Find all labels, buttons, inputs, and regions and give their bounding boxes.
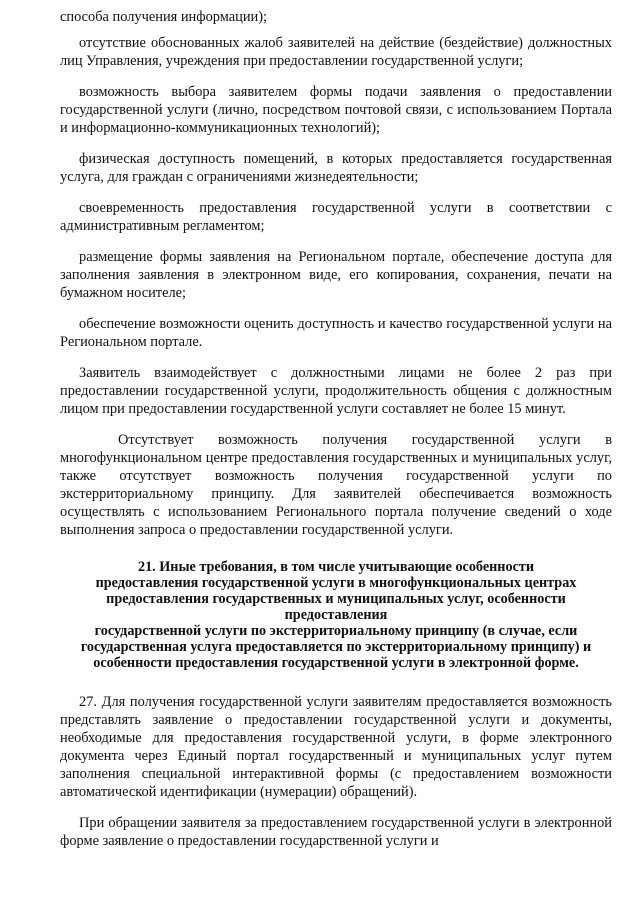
document-page bbox=[60, 8, 612, 850]
paragraph-submission-choice: возможность выбора заявителем формы подачи заявления о предоставлении государственной услуги (лично, посредством почтовой связи, с использованием Портала и информационно-коммуникационных технологий); bbox=[60, 84, 612, 136]
paragraph-no-complaints: отсутствие обоснованных жалоб заявителей на действие (бездействие) должностных лиц Управления, учреждения при предоставлении государственной услуги; bbox=[60, 35, 612, 69]
heading-line: предоставления государственных и муниципальных услуг, особенности bbox=[106, 591, 566, 607]
heading-line: предоставления государственной услуги в многофункциональных центрах bbox=[95, 575, 577, 591]
paragraph-form-on-portal: размещение формы заявления на Региональном портале, обеспечение доступа для заполнения заявления в электронном виде, его копирования, сохранения, печати на бумажном носителе; bbox=[60, 249, 612, 301]
paragraph-quality-evaluation: обеспечение возможности оценить доступность и качество государственной услуги на Региональном портале. bbox=[60, 316, 612, 350]
heading-line: предоставления bbox=[284, 607, 388, 623]
heading-line: государственной услуги по экстерриториальному принципу (в случае, если bbox=[94, 623, 578, 639]
paragraph-27: 27. Для получения государственной услуги заявителям предоставляется возможность представлять заявление о предоставлении государственной услуги и документы, необходимые для предоставления государственной услуги, в форме электронного документа через Единый портал государственный и муниципальных услуг путем заполнения специальной интерактивной формы (с предоставлением возможности автоматической идентификации (нумерации) обращений). bbox=[60, 694, 612, 800]
paragraph-physical-access: физическая доступность помещений, в которых предоставляется государственная услуга, для граждан с ограничениями жизнедеятельности; bbox=[60, 151, 612, 185]
heading-line: государственная услуга предоставляется по экстерриториальному принципу) и bbox=[80, 639, 592, 655]
paragraph-electronic-request: При обращении заявителя за предоставлением государственной услуги в электронной форме заявление о предоставлении государственной услуги и bbox=[60, 815, 612, 849]
paragraph-timeliness: своевременность предоставления государственной услуги в соответствии с административным регламентом; bbox=[60, 200, 612, 234]
section-heading-21 bbox=[60, 559, 612, 671]
heading-line: особенности предоставления государственной услуги в электронной форме. bbox=[93, 655, 579, 671]
heading-line: 21. Иные требования, в том числе учитывающие особенности bbox=[137, 559, 535, 575]
paragraph-interaction-limits: Заявитель взаимодействует с должностными лицами не более 2 раз при предоставлении государственной услуги, продолжительность общения с должностным лицом при предоставлении государственной услуги составляет не более 15 минут. bbox=[60, 365, 612, 417]
paragraph-no-mfc: Отсутствует возможность получения государственной услуги в многофункциональном центре предоставления государственных и муниципальных услуг, также отсутствует возможность получения государственной услуги по экстерриториальному принципу. Для заявителей обеспечивается возможность осуществлять с использованием Регионального портала получение сведений о ходе выполнения запроса о предоставлении государственной услуги. bbox=[60, 432, 612, 538]
paragraph-info-method: способа получения информации); bbox=[60, 9, 268, 25]
